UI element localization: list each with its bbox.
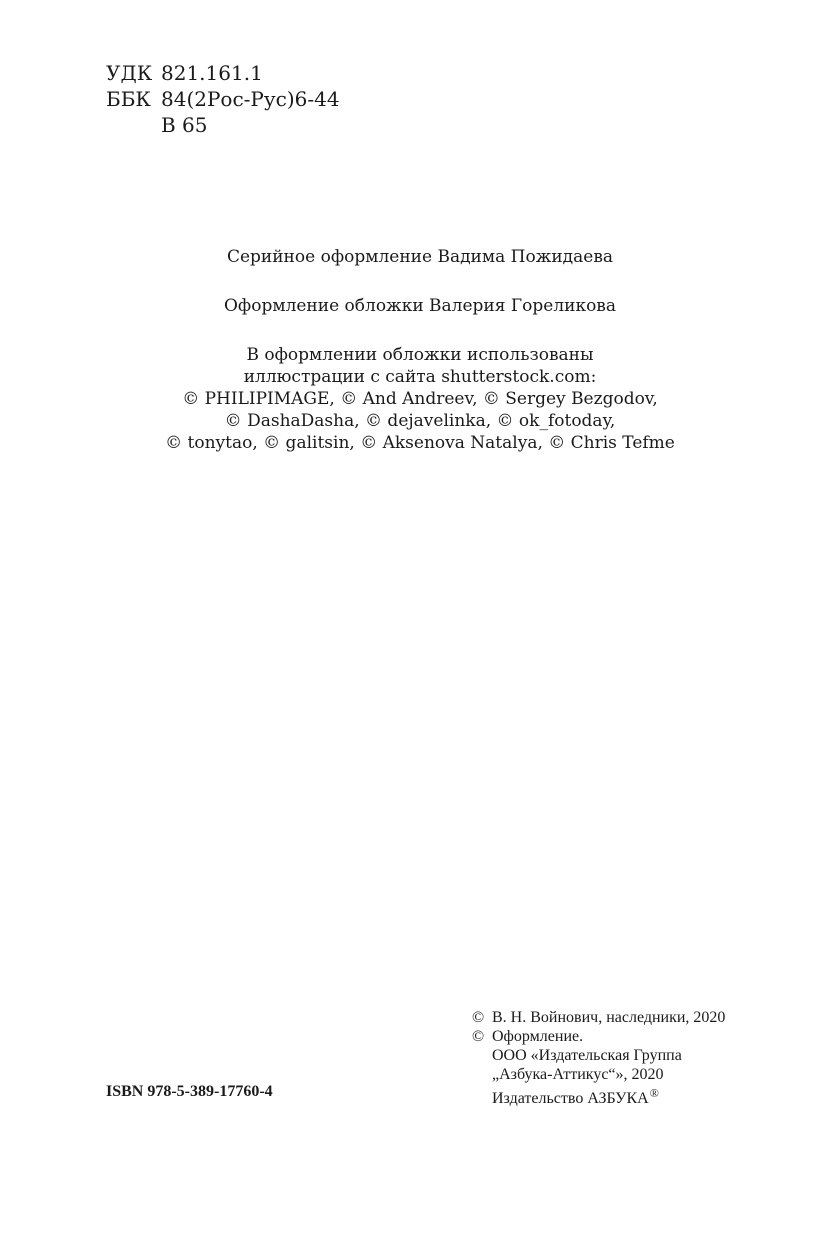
udk-value: 821.161.1 — [161, 61, 263, 85]
publisher-name-line: „Азбука-Аттикус“», 2020 — [492, 1066, 664, 1083]
bbk-value: 84(2Рос-Рус)6-44 — [161, 87, 340, 111]
udk-label: УДК — [106, 61, 153, 85]
copyright-design-row — [472, 1027, 725, 1046]
author-mark: В 65 — [161, 113, 208, 137]
series-design-credit: Серийное оформление Вадима Пожидаева — [226, 247, 614, 267]
illustrations-line: В оформлении обложки использованы — [246, 345, 594, 365]
publisher-name-line: ООО «Издательская Группа — [492, 1047, 682, 1064]
publisher-line — [472, 1084, 725, 1108]
copyright-symbol: © — [472, 1028, 485, 1045]
udk-row — [106, 60, 340, 86]
copyright-symbol: © — [472, 1009, 485, 1026]
isbn: ISBN 978-5-389-17760-4 — [106, 1083, 273, 1100]
illustrations-line: © tonytao, © galitsin, © Aksenova Natalya, © Chris Tefme — [165, 433, 675, 453]
classification-block — [106, 60, 340, 138]
publisher-imprint: Издательство АЗБУКА — [492, 1090, 649, 1107]
illustrations-line: © DashaDasha, © dejavelinka, © ok_fotoday, — [224, 411, 616, 431]
credits-block — [0, 246, 827, 454]
publisher-line — [472, 1065, 725, 1084]
illustrations-line: © PHILIPIMAGE, © And Andreev, © Sergey Bezgodov, — [182, 389, 658, 409]
copyright-design: Оформление. — [492, 1028, 584, 1045]
registered-mark: ® — [649, 1086, 659, 1100]
cover-design-credit: Оформление обложки Валерия Гореликова — [223, 296, 617, 316]
copyright-author: В. Н. Войнович, наследники, 2020 — [492, 1009, 726, 1026]
publisher-line — [472, 1046, 725, 1065]
illustrations-line: иллюстрации с сайта shutterstock.com: — [243, 367, 597, 387]
author-mark-row — [106, 112, 340, 138]
copyright-block — [472, 1008, 725, 1108]
copyright-author-row — [472, 1008, 725, 1027]
bbk-row — [106, 86, 340, 112]
bbk-label: ББК — [106, 87, 151, 111]
